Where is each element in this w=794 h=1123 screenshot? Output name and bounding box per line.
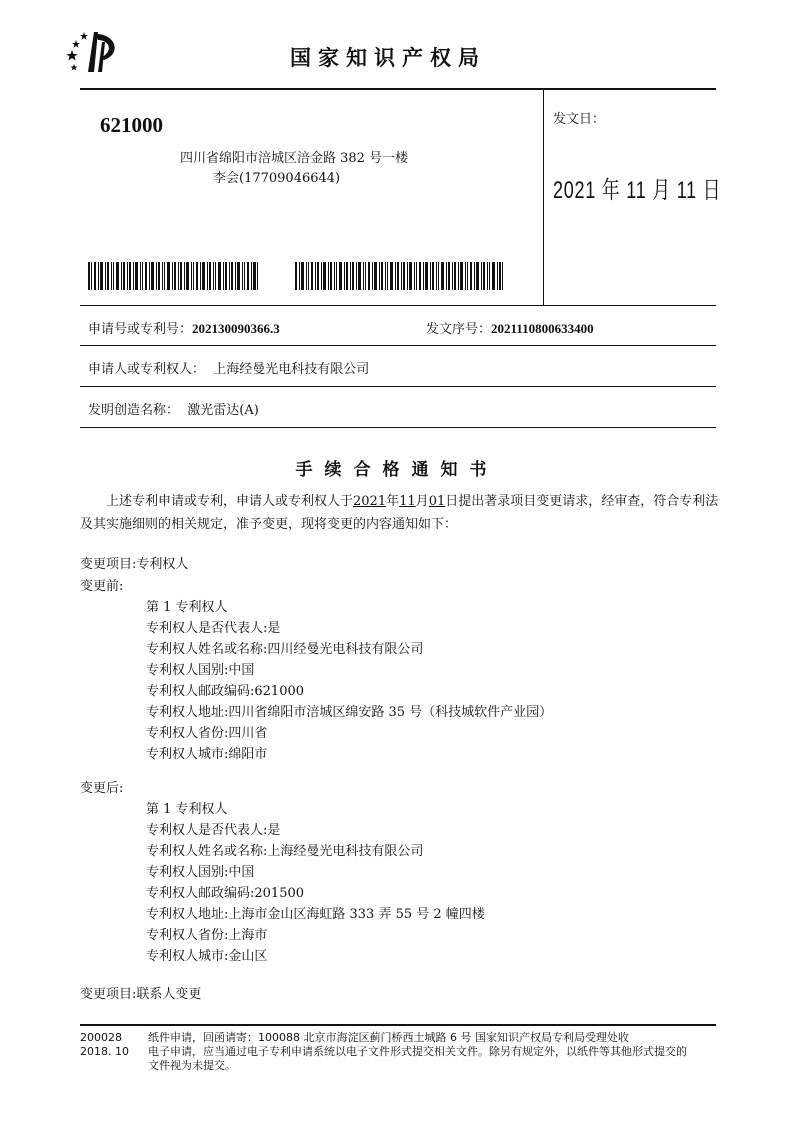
month-unit: 月 <box>415 494 429 509</box>
before-label: 变更前: <box>80 579 124 594</box>
barcode-2 <box>295 262 503 290</box>
after-line: 专利权人地址:上海市金山区海虹路 333 弄 55 号 2 幢四楼 <box>146 907 485 922</box>
application-number-label: 申请号或专利号： <box>88 322 193 337</box>
after-line: 专利权人是否代表人:是 <box>146 823 281 838</box>
before-line: 专利权人邮政编码:621000 <box>146 684 305 699</box>
serial-number-label: 发文序号： <box>426 322 492 337</box>
issue-date-label: 发文日： <box>553 112 606 127</box>
notice-title: 手续合格通知书 <box>295 460 499 480</box>
application-number: 202130090366.3 <box>192 321 280 336</box>
request-month: 11 <box>399 494 416 509</box>
request-day: 01 <box>428 494 446 509</box>
header-divider <box>543 89 544 305</box>
before-line: 第 1 专利权人 <box>146 600 228 615</box>
application-number-row <box>88 318 280 337</box>
before-line: 专利权人省份:四川省 <box>146 726 268 741</box>
recipient-address: 四川省绵阳市涪城区涪金路 382 号一楼 <box>180 151 409 166</box>
applicant-name: 上海经曼光电科技有限公司 <box>213 362 370 377</box>
invention-title-label: 发明创造名称： <box>88 403 180 418</box>
change-item-1: 变更项目:专利权人 <box>80 557 189 572</box>
footer-rule <box>80 1024 716 1026</box>
applicant-row <box>88 358 369 377</box>
rule-1 <box>80 305 716 306</box>
before-line: 专利权人国别:中国 <box>146 663 255 678</box>
after-line: 专利权人省份:上海市 <box>146 928 268 943</box>
footer-code-1: 200028 <box>80 1031 122 1044</box>
footer-line-1: 纸件申请，回函请寄：100088 北京市海淀区蓟门桥西土城路 6 号 国家知识产权局专利局受理处收 <box>148 1031 629 1044</box>
applicant-label: 申请人或专利权人： <box>88 362 206 377</box>
after-label: 变更后: <box>80 781 124 796</box>
before-line: 专利权人是否代表人:是 <box>146 621 281 636</box>
header-rule <box>80 88 716 90</box>
invention-title: 激光雷达(A) <box>187 403 259 418</box>
serial-number: 2021110800633400 <box>491 321 594 336</box>
invention-title-row <box>88 399 259 418</box>
after-line: 专利权人姓名或名称:上海经曼光电科技有限公司 <box>146 844 424 859</box>
recipient-contact: 李会(17709046644) <box>213 171 341 186</box>
rule-2 <box>80 345 716 346</box>
after-line: 第 1 专利权人 <box>146 802 228 817</box>
serial-number-row <box>426 318 594 337</box>
intro-text-2: 日提出著录项目变更请求，经审查，符合专利法及其实施细则的相关规定，准予变更，现将变更的内容通知如下： <box>80 494 719 532</box>
change-item-2: 变更项目:联系人变更 <box>80 987 202 1002</box>
before-line: 专利权人城市:绵阳市 <box>146 747 268 762</box>
postcode: 621000 <box>100 113 163 137</box>
rule-3 <box>80 386 716 387</box>
issue-date: 2021 年 11 月 11 日 <box>553 177 722 204</box>
notice-intro <box>80 490 720 536</box>
office-name: 国家知识产权局 <box>290 46 486 70</box>
request-year: 2021 <box>353 494 387 509</box>
after-line: 专利权人国别:中国 <box>146 865 255 880</box>
before-line: 专利权人地址:四川省绵阳市涪城区绵安路 35 号（科技城软件产业园） <box>146 705 553 720</box>
barcode-1 <box>88 262 258 290</box>
before-line: 专利权人姓名或名称:四川经曼光电科技有限公司 <box>146 642 424 657</box>
footer-line-2: 电子申请，应当通过电子专利申请系统以电子文件形式提交相关文件。除另有规定外，以纸件等其他形式提交的 <box>148 1045 687 1058</box>
rule-4 <box>80 427 716 428</box>
after-line: 专利权人邮政编码:201500 <box>146 886 305 901</box>
footer-line-3: 文件视为未提交。 <box>148 1059 236 1072</box>
after-line: 专利权人城市:金山区 <box>146 949 268 964</box>
cnipa-logo-icon <box>64 28 124 78</box>
year-unit: 年 <box>386 494 400 509</box>
intro-text-1: 上述专利申请或专利，申请人或专利权人于 <box>106 494 354 509</box>
footer-code-2: 2018. 10 <box>80 1045 129 1058</box>
